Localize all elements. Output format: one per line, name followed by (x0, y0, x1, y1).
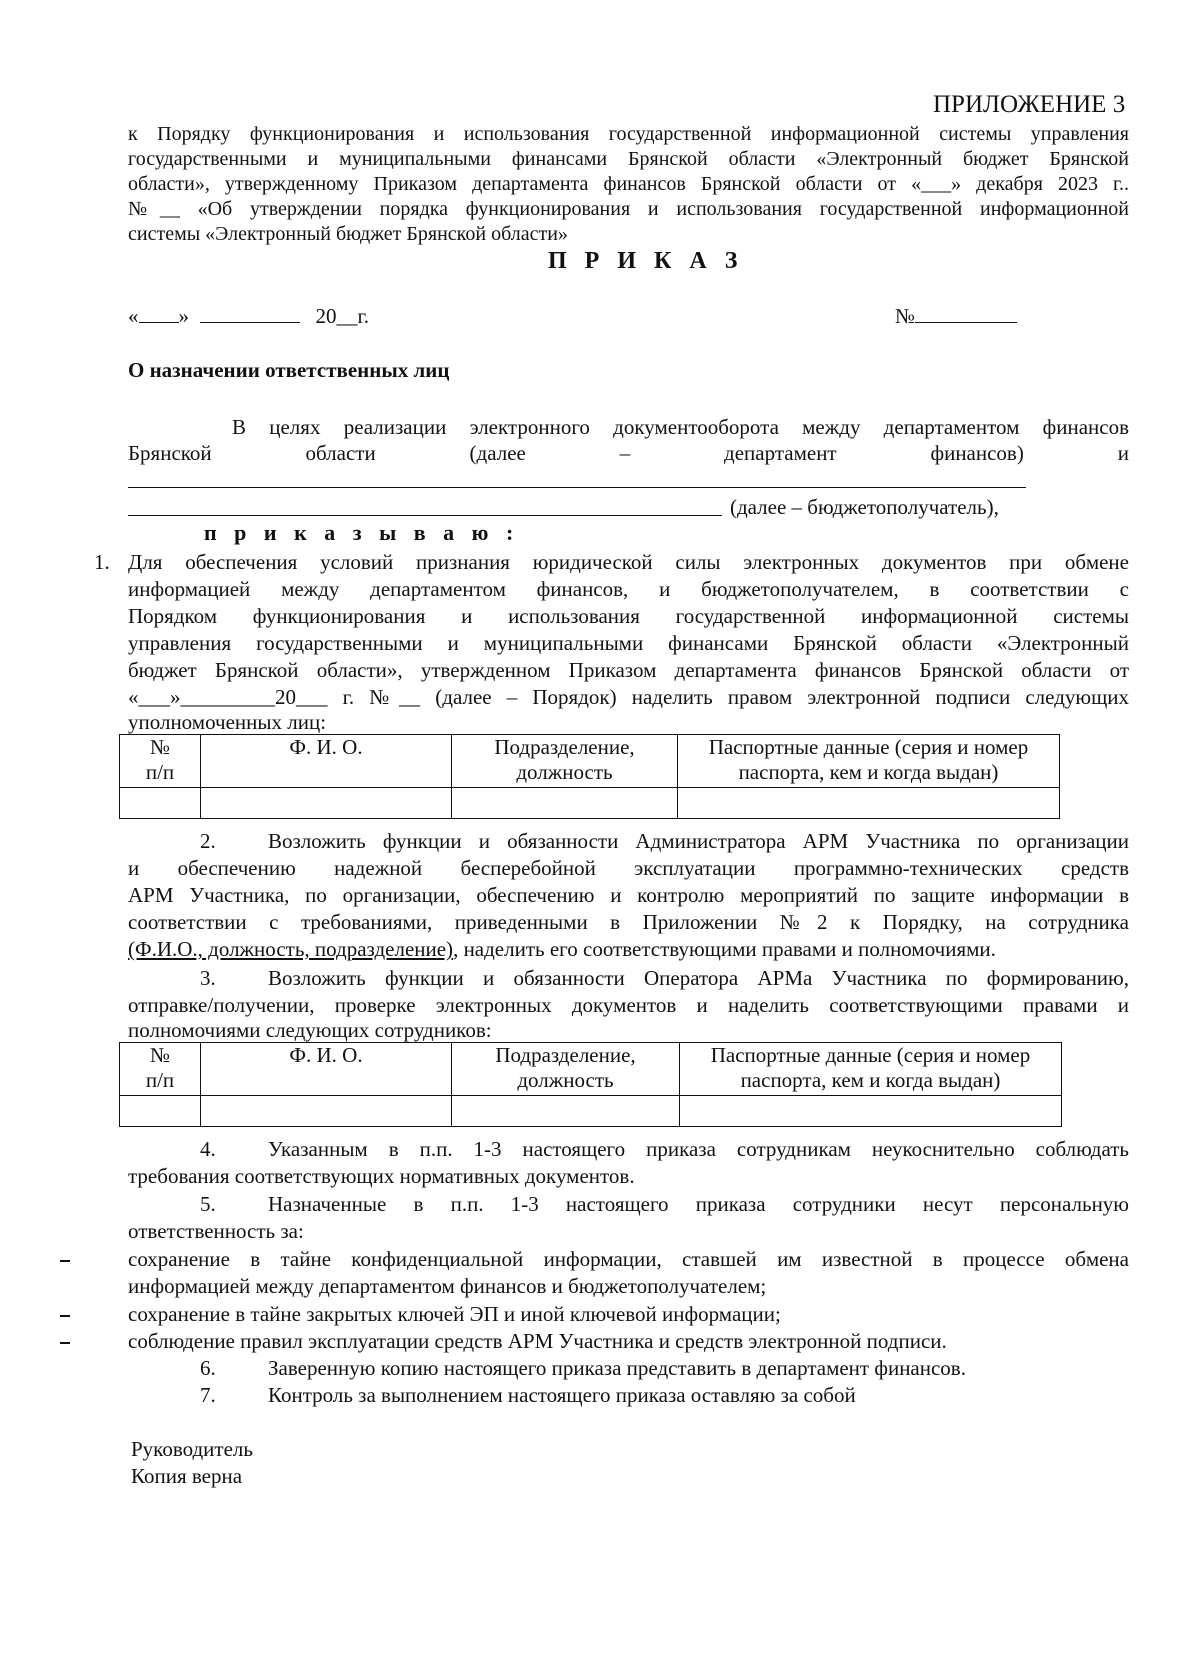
table-cell[interactable] (452, 1096, 680, 1127)
header-cell-name: Ф. И. О. (201, 1043, 452, 1096)
item7-number: 7. (200, 1383, 216, 1407)
item3-number: 3. (200, 966, 216, 990)
header-cell-position: Подразделение, должность (452, 735, 678, 788)
table-header-row (120, 735, 1060, 788)
intro-line-1: В целях реализации электронного документооборота между департаментом финансов (232, 415, 1129, 439)
month-blank (200, 302, 300, 323)
bullet-line: сохранение в тайне конфиденциальной информации, ставшей им известной в процессе обмена (128, 1247, 1129, 1271)
item2-first-line: Возложить функции и обязанности Администратора АРМ Участника по организации (268, 829, 1129, 853)
header-line-3: области», утвержденному Приказом департамента финансов Брянской области от «___» декабря 2023 г.. (128, 173, 1129, 195)
item3-first-line: Возложить функции и обязанности Оператора АРМа Участника по формированию, (268, 966, 1129, 990)
intro-tail: (далее – бюджетополучатель), (730, 495, 999, 519)
table-cell[interactable] (120, 788, 201, 819)
item1-line: информацией между департаментом финансов, и бюджетополучателем, в соответствии с (128, 577, 1129, 601)
item2-last-line (128, 936, 996, 962)
number-blank (915, 302, 1017, 323)
intro-word: области (305, 441, 376, 465)
authorized-persons-table (119, 734, 1060, 819)
item2-number: 2. (200, 829, 216, 853)
intro-word: Брянской (128, 441, 212, 465)
table-header-row (120, 1043, 1062, 1096)
item6-text: Заверенную копию настоящего приказа представить в департамент финансов. (268, 1356, 966, 1380)
header-line-5: системы «Электронный бюджет Брянской области» (128, 223, 568, 245)
item2-tail: , наделить его соответствующими правами и полномочиями. (453, 937, 996, 961)
table-row (120, 788, 1060, 819)
table-cell[interactable] (678, 788, 1060, 819)
table-cell[interactable] (452, 788, 678, 819)
date-year: 20__г. (315, 304, 369, 328)
item1-line: Для обеспечения условий признания юридической силы электронных документов при обмене (128, 550, 1129, 574)
intro-word: и (1117, 441, 1129, 465)
item3-line: полномочиями следующих сотрудников: (128, 1018, 492, 1042)
bullet-dash (60, 1260, 70, 1262)
order-word: п р и к а з ы в а ю : (204, 520, 520, 545)
intro-word: финансов) (930, 441, 1024, 465)
table-cell[interactable] (680, 1096, 1062, 1127)
item4-line: требования соответствующих нормативных документов. (128, 1164, 635, 1188)
item1-number: 1. (94, 550, 110, 574)
item2-line: соответствии с требованиями, приведенными в Приложении №2 к Порядку, на сотрудника (128, 910, 1129, 934)
item1-line: «___»_________20___ г. №__ (далее – Порядок) наделить правом электронной подписи следующих (128, 685, 1129, 709)
item2-line: АРМ Участника, по организации, обеспечению и контролю мероприятий по защите информации в (128, 883, 1129, 907)
item2-placeholder: (Ф.И.О., должность, подразделение) (128, 937, 454, 961)
bullet-dash (60, 1342, 70, 1344)
table-row (120, 1096, 1062, 1127)
header-line-1: к Порядку функционирования и использования государственной информационной системы управления (128, 123, 1129, 145)
intro-word: (далее (469, 441, 526, 465)
item5-number: 5. (200, 1192, 216, 1216)
item1-line: управления государственными и муниципальными финансами Брянской области «Электронный (128, 631, 1129, 655)
number-label: № (895, 304, 916, 328)
item1-line: уполномоченных лиц: (128, 710, 327, 734)
header-line-2: государственными и муниципальными финансами Брянской области «Электронный бюджет Брянской (128, 148, 1129, 170)
table-cell[interactable] (201, 1096, 452, 1127)
order-subject: О назначении ответственных лиц (128, 358, 450, 382)
signature-role: Руководитель (131, 1437, 253, 1461)
table-cell[interactable] (201, 788, 452, 819)
item6-number: 6. (200, 1356, 216, 1380)
item4-number: 4. (200, 1137, 216, 1161)
date-close-quote: » (178, 304, 189, 328)
intro-word: – (619, 441, 631, 465)
table-cell[interactable] (120, 1096, 201, 1127)
bullet-dash (60, 1315, 70, 1317)
header-cell-passport: Паспортные данные (серия и номер паспорта, кем и когда выдан) (678, 735, 1060, 788)
appendix-label: ПРИЛОЖЕНИЕ 3 (933, 91, 1126, 118)
recipient-blank-line-2 (128, 515, 722, 516)
copy-certified: Копия верна (131, 1464, 243, 1488)
item5-line: ответственность за: (128, 1219, 304, 1243)
recipient-blank-line-1 (128, 487, 1026, 488)
date-line (128, 302, 369, 329)
item1-line: бюджет Брянской области», утвержденном Приказом департамента финансов Брянской области от (128, 658, 1129, 682)
date-open-quote: « (128, 304, 139, 328)
item2-line: и обеспечению надежной бесперебойной эксплуатации программно-технических средств (128, 856, 1129, 880)
intro-word: департамент (724, 441, 837, 465)
header-cell-name: Ф. И. О. (201, 735, 452, 788)
document-title: П Р И К А З (548, 248, 744, 274)
bullet-line: соблюдение правил эксплуатации средств АРМ Участника и средств электронной подписи. (128, 1329, 947, 1353)
item1-line: Порядком функционирования и использования государственной информационной системы (128, 604, 1129, 628)
order-number-line (895, 302, 1017, 329)
header-cell-position: Подразделение, должность (452, 1043, 680, 1096)
bullet-line: информацией между департаментом финансов и бюджетополучателем; (128, 1274, 767, 1298)
item7-text: Контроль за выполнением настоящего приказа оставляю за собой (268, 1383, 856, 1407)
header-line-4: №__ «Об утверждении порядка функционирования и использования государственной информационной (128, 198, 1129, 220)
header-cell-number: № п/п (120, 735, 201, 788)
item5-first-line: Назначенные в п.п. 1-3 настоящего приказа сотрудники несут персональную (268, 1192, 1129, 1216)
bullet-line: сохранение в тайне закрытых ключей ЭП и иной ключевой информации; (128, 1302, 781, 1326)
operators-table (119, 1042, 1062, 1127)
item4-first-line: Указанным в п.п. 1-3 настоящего приказа сотрудникам неукоснительно соблюдать (268, 1137, 1129, 1161)
item3-line: отправке/получении, проверке электронных документов и наделить соответствующими правами и (128, 993, 1129, 1017)
header-cell-number: № п/п (120, 1043, 201, 1096)
intro-line-2 (128, 440, 1129, 466)
day-blank (139, 302, 179, 323)
header-cell-passport: Паспортные данные (серия и номер паспорта, кем и когда выдан) (680, 1043, 1062, 1096)
